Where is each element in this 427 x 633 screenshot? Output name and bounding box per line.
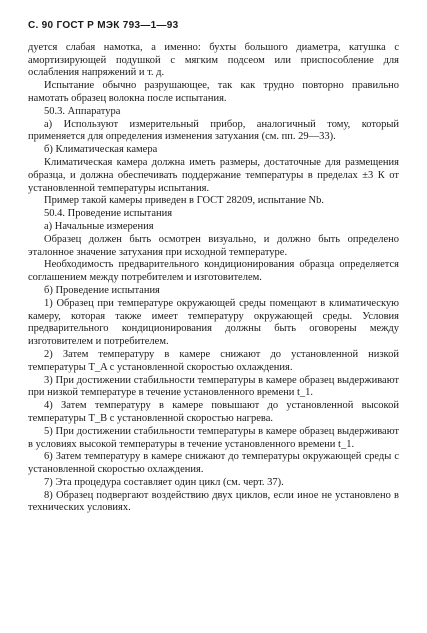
step-5: 5) При достижении стабильности температуры в камере образец выдерживают в условиях высокой температуры в течение установленного времени t_1. — [28, 425, 399, 450]
section-heading-apparatus: 50.3. Аппаратура — [44, 105, 121, 117]
step-2: 2) Затем температуру в камере снижают до установленной низкой температуры T_A с установленной скоростью охлаждения. — [28, 348, 399, 373]
step-7: 7) Эта процедура составляет один цикл (см. черт. 37). — [44, 476, 284, 488]
paragraph-chamber-example: Пример такой камеры приведен в ГОСТ 28209, испытание Nb. — [44, 195, 325, 207]
subheading-initial-measurements: а) Начальные измерения — [44, 220, 154, 232]
subheading-test-procedure: б) Проведение испытания — [44, 284, 160, 296]
step-3: 3) При достижении стабильности температуры в камере образец выдерживают при низкой температуре в течение установленного времени t_1. — [28, 374, 399, 399]
paragraph-apparatus-a: а) Используют измерительный прибор, аналогичный тому, который применяется для определения изменения затухания (см. пп. 29—33). — [28, 118, 399, 143]
paragraph-visual-inspection: Образец должен быть осмотрен визуально, и должно быть определено эталонное значение затухания при исходной температуре. — [28, 233, 399, 258]
paragraph-preconditioning: Необходимость предварительного кондиционирования образца определяется соглашением между потребителем и изготовителем. — [28, 259, 399, 284]
page-header: С. 90 ГОСТ Р МЭК 793—1—93 — [28, 20, 179, 31]
paragraph-testing-note: Испытание обычно разрушающее, так как трудно повторно правильно намотать образец волокна после испытания. — [28, 80, 399, 104]
subheading-climate-chamber: б) Климатическая камера — [44, 144, 158, 156]
paragraph-continuation: дуется слабая намотка, а именно: бухты большого диаметра, катушка с амортизирующей подушкой с мягким подсеом или приспособление для ослабления напряжений и т. д. — [28, 41, 399, 79]
step-1: 1) Образец при температуре окружающей среды помещают в климатическую камеру, которая также имеет температуру окружающей среды. Условия предварительного кондиционирования должны быть оговорены между изготовителем и потребителем. — [28, 297, 399, 348]
step-8: 8) Образец подвергают воздействию двух циклов, если иное не установлено в технических условиях. — [28, 489, 399, 514]
document-body — [28, 42, 399, 515]
step-6: 6) Затем температуру в камере снижают до температуры окружающей среды с установленной скоростью охлаждения. — [28, 451, 399, 476]
section-heading-procedure: 50.4. Проведение испытания — [44, 208, 173, 220]
paragraph-chamber-requirements: Климатическая камера должна иметь размеры, достаточные для размещения образца, и должна обеспечивать поддержание температуры в пределах ±3 К от установленной температуры испытания. — [28, 156, 399, 194]
step-4: 4) Затем температуру в камере повышают до установленной высокой температуры T_B с установленной скоростью нагрева. — [28, 400, 399, 424]
